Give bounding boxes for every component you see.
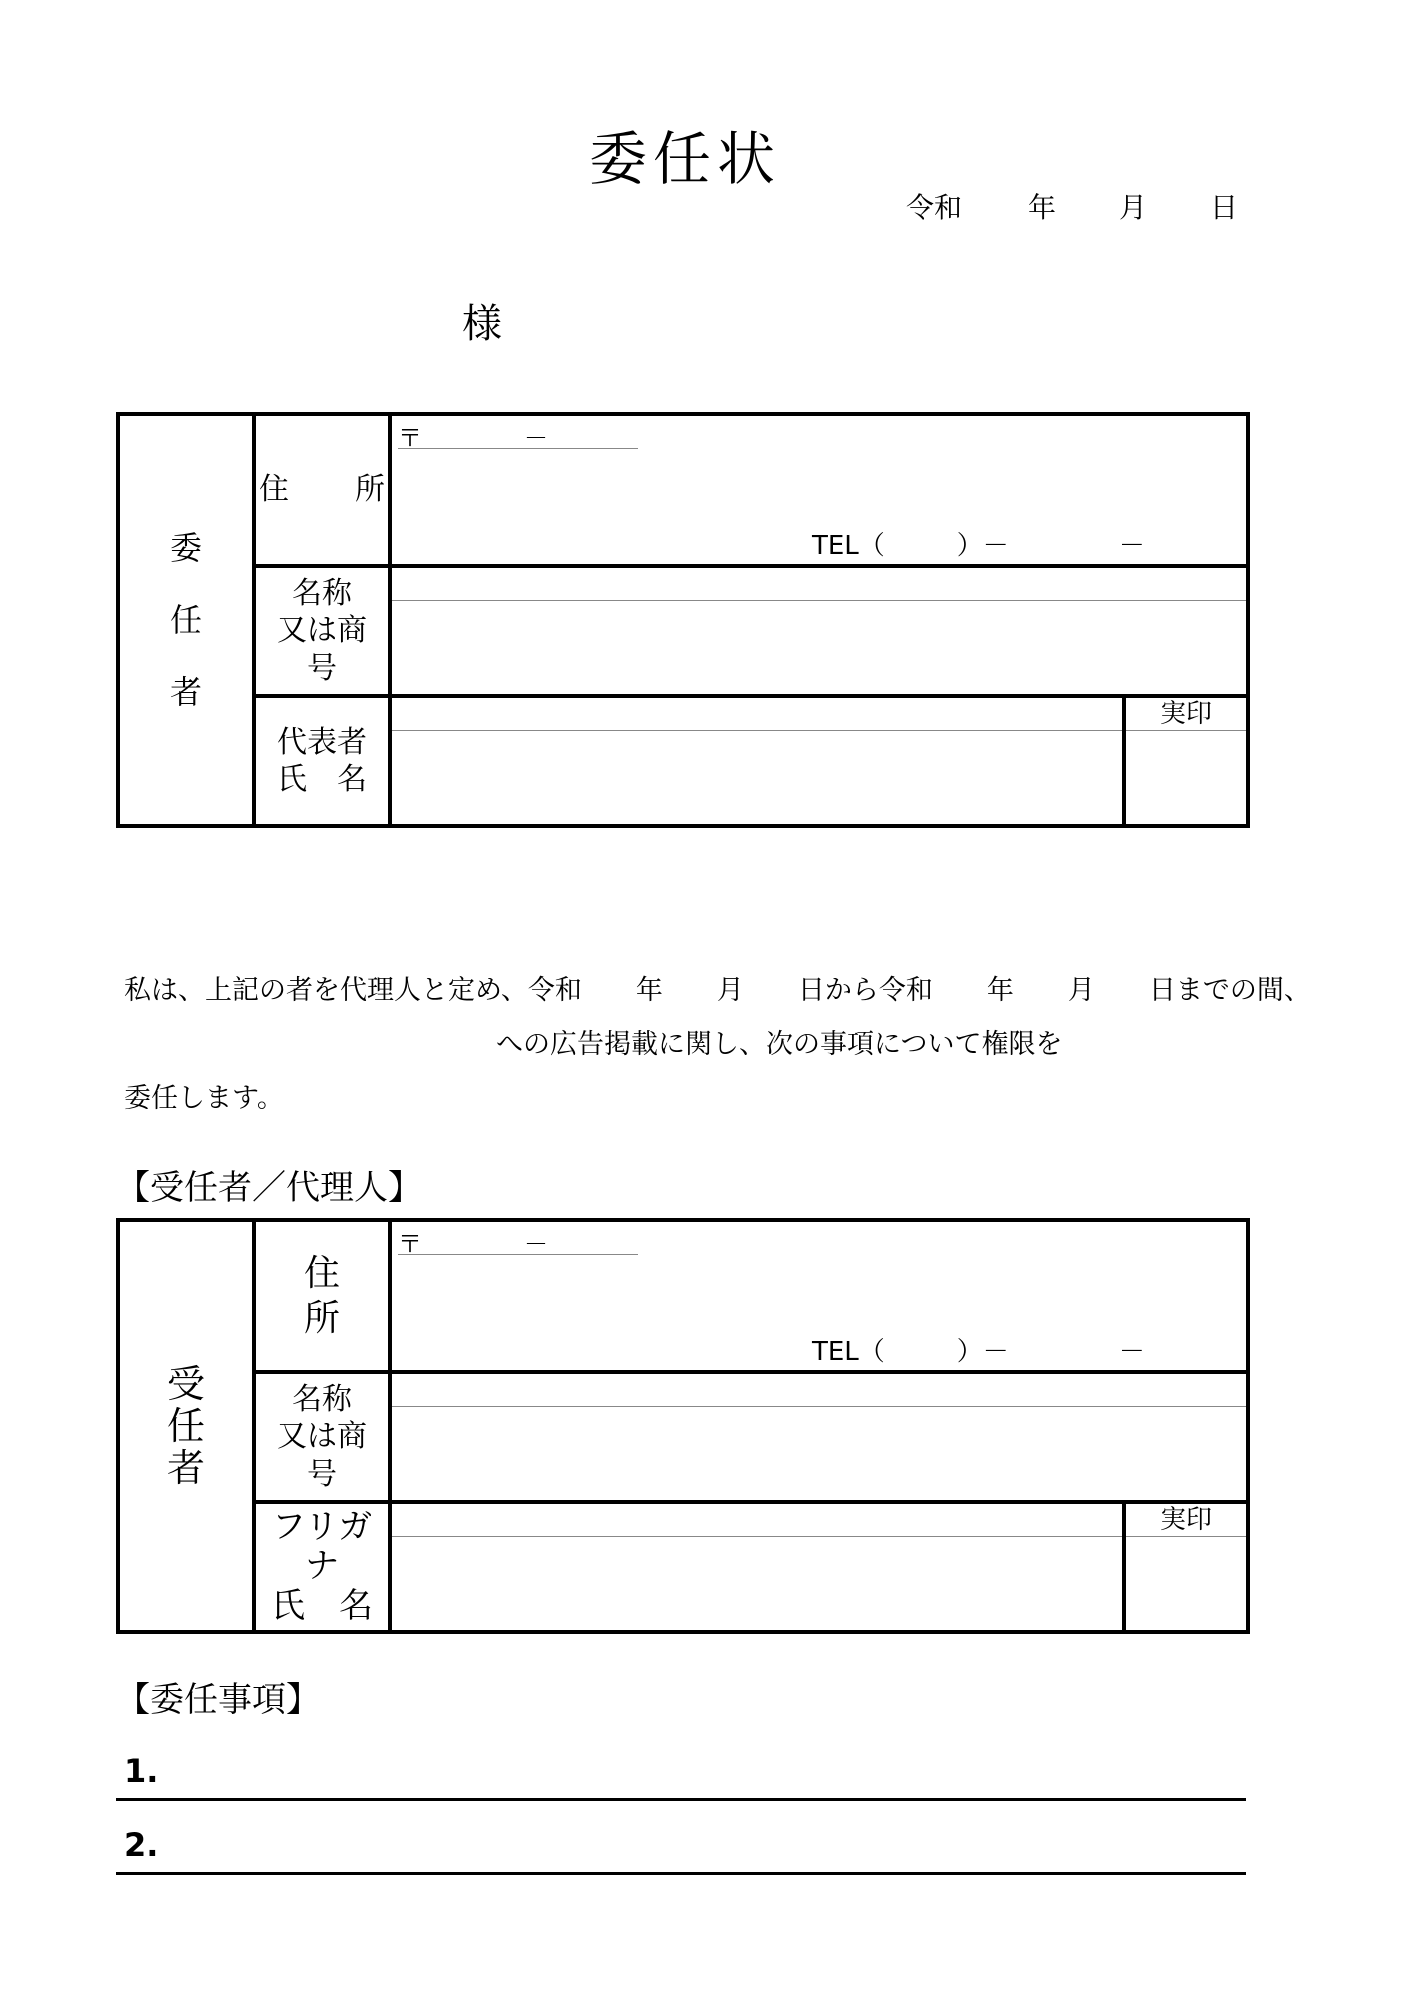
agent-heading: 【受任者／代理人】 [116,1168,422,1208]
agent-name-field[interactable] [390,1372,1248,1502]
delegator-side-label: 委 任 者 [118,414,254,826]
matter-line-2[interactable] [116,1872,1246,1875]
agent-address-field[interactable] [390,1220,1248,1372]
delegator-address-label: 住 所 [254,414,390,566]
furigana-line [392,1536,1122,1537]
postal-code-field[interactable] [398,418,638,452]
delegator-rep-field[interactable] [390,696,1124,826]
agent-name-label: 名称 又は商 号 [254,1372,390,1502]
body-text-line2: への広告掲載に関し、次の事項について権限を [496,1029,1063,1060]
agent-rep-field[interactable] [390,1502,1124,1632]
postal-code-field[interactable] [398,1224,638,1258]
postal-mark: 〒 [398,1230,422,1258]
date-year: 年 [1028,191,1057,224]
postal-dash: － [524,1230,548,1258]
tel-field[interactable]: TEL（ ）－ － [812,1337,1145,1367]
date-era: 令和 [906,191,963,224]
seal-label: 実印 [1126,698,1246,731]
delegator-address-field[interactable] [390,414,1248,566]
body-text-line3: 委任します。 [124,1083,284,1114]
document-title: 委任状 [588,125,781,193]
delegator-rep-label: 代表者 氏 名 [254,696,390,826]
matters-heading: 【委任事項】 [116,1680,320,1720]
matter-item-1: 1. [124,1752,159,1790]
postal-dash: － [524,424,548,452]
furigana-line [392,600,1246,601]
matter-item-2: 2. [124,1826,159,1864]
date-month: 月 [1119,191,1148,224]
delegator-seal-box[interactable] [1124,696,1248,826]
agent-address-label: 住 所 [254,1220,390,1372]
delegator-name-field[interactable] [390,566,1248,696]
postal-mark: 〒 [398,424,422,452]
addressee-suffix: 様 [462,301,502,347]
agent-table [116,1218,1250,1634]
furigana-line [392,1406,1246,1407]
delegator-name-label: 名称 又は商 号 [254,566,390,696]
agent-seal-box[interactable] [1124,1502,1248,1632]
agent-side-label: 受 任 者 [118,1220,254,1632]
seal-label: 実印 [1126,1504,1246,1537]
body-text-line1: 私は、上記の者を代理人と定め、令和 年 月 日から令和 年 月 日までの間、 [124,975,1311,1006]
matter-line-1[interactable] [116,1798,1246,1801]
date-day: 日 [1210,191,1239,224]
delegator-table [116,412,1250,828]
agent-rep-label: フリガ ナ 氏 名 [254,1502,390,1632]
tel-field[interactable]: TEL（ ）－ － [812,531,1145,561]
furigana-line [392,730,1122,731]
